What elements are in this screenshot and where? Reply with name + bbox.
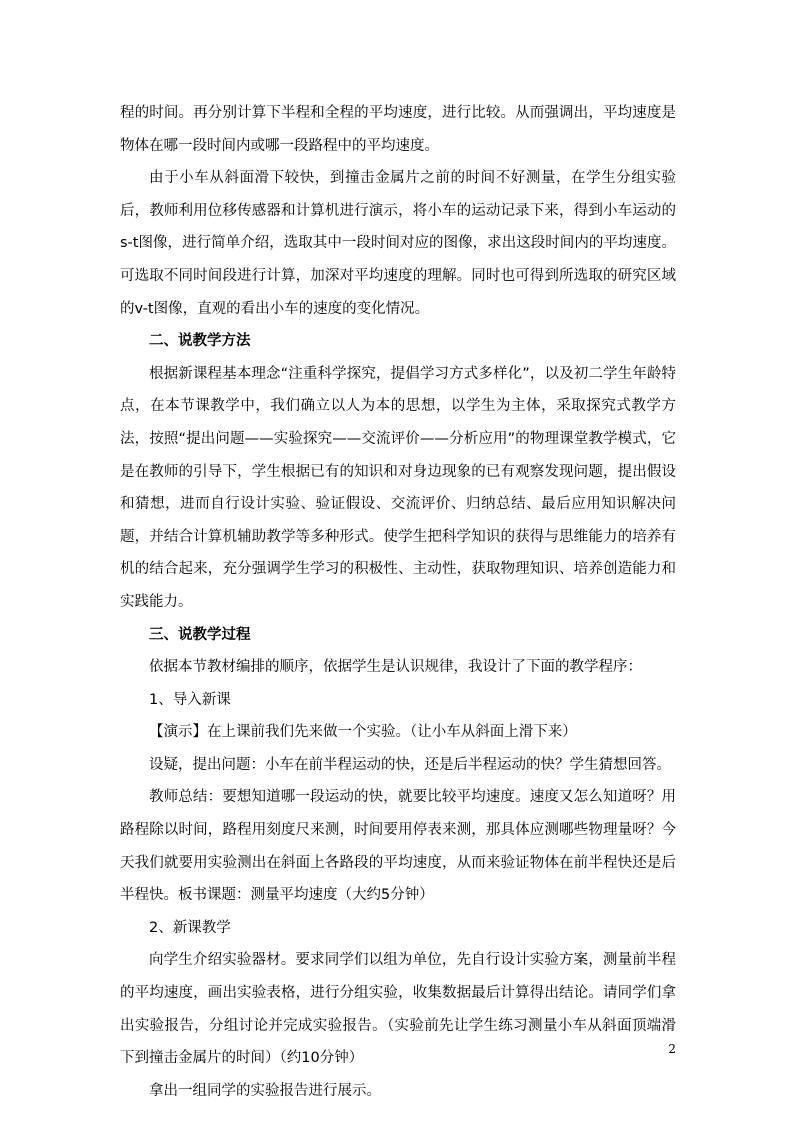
paragraph-question: 设疑，提出问题：小车在前半程运动的快，还是后半程运动的快？学生猜想回答。: [149, 756, 671, 773]
body-text: [120, 97, 676, 1107]
paragraph-3: 根据新课程基本理念“注重科学探究，提倡学习方式多样化”，以及初二学生年龄特点，在本节课教学中，我们确立以人为本的思想，以学生为主体，采取探究式教学方法，按照“提出问题——实验探究——交流评价——分析应用”的物理课堂教学模式，它是在教师的引导下，学生根据已有的知识和对身边现象的已有观察发现问题，提出假设和猜想，进而自行设计实验、验证假设、交流评价、归纳总结、最后应用知识解决问题，并结合计算机辅助教学等多种形式。使学生把科学知识的获得与思维能力的培养有机的结合起来，充分强调学生学习的积极性、主动性，获取物理知识、培养创造能力和实践能力。: [120, 365, 676, 610]
paragraph-report: 拿出一组同学的实验报告进行展示。: [149, 1082, 381, 1099]
section-heading-process: 三、说教学过程: [149, 626, 251, 643]
paragraph-equipment: 向学生介绍实验器材。要求同学们以组为单位，先自行设计实验方案，测量前半程的平均速度，画出实验表格，进行分组实验，收集数据最后计算得出结论。请同学们拿出实验报告，分组讨论并完成实验报告。（实验前先让学生练习测量小车从斜面顶端滑下到撞击金属片的时间）（约10分钟）: [120, 952, 676, 1067]
page-number: 2: [668, 1042, 676, 1056]
paragraph-summary: 教师总结：要想知道哪一段运动的快，就要比较平均速度。速度又怎么知道呀？用路程除以时间，路程用刻度尺来测，时间要用停表来测，那具体应测哪些物理量呀？今天我们就要用实验测出在斜面上各路段的平均速度，从而来验证物体在前半程快还是后半程快。板书课题：测量平均速度（大约5分钟）: [120, 789, 676, 904]
subheading-new-lesson: 2、新课教学: [149, 919, 231, 936]
section-heading-methods: 二、说教学方法: [149, 333, 251, 350]
subheading-intro: 1、导入新课: [149, 691, 231, 708]
paragraph-4: 依据本节教材编排的顺序，依据学生是认识规律，我设计了下面的教学程序：: [149, 659, 642, 676]
paragraph-2: 由于小车从斜面滑下较快，到撞击金属片之前的时间不好测量，在学生分组实验后，教师利用位移传感器和计算机进行演示，将小车的运动记录下来，得到小车运动的s-t图像，进行简单介绍，选取其中一段时间对应的图像，求出这段时间内的平均速度。可选取不同时间段进行计算，加深对平均速度的理解。同时也可得到所选取的研究区域的v-t图像，直观的看出小车的速度的变化情况。: [120, 170, 676, 317]
paragraph-1: 程的时间。再分别计算下半程和全程的平均速度，进行比较。从而强调出，平均速度是物体在哪一段时间内或哪一段路程中的平均速度。: [120, 105, 676, 154]
paragraph-demo: 【演示】在上课前我们先来做一个实验。（让小车从斜面上滑下来）: [149, 724, 577, 741]
